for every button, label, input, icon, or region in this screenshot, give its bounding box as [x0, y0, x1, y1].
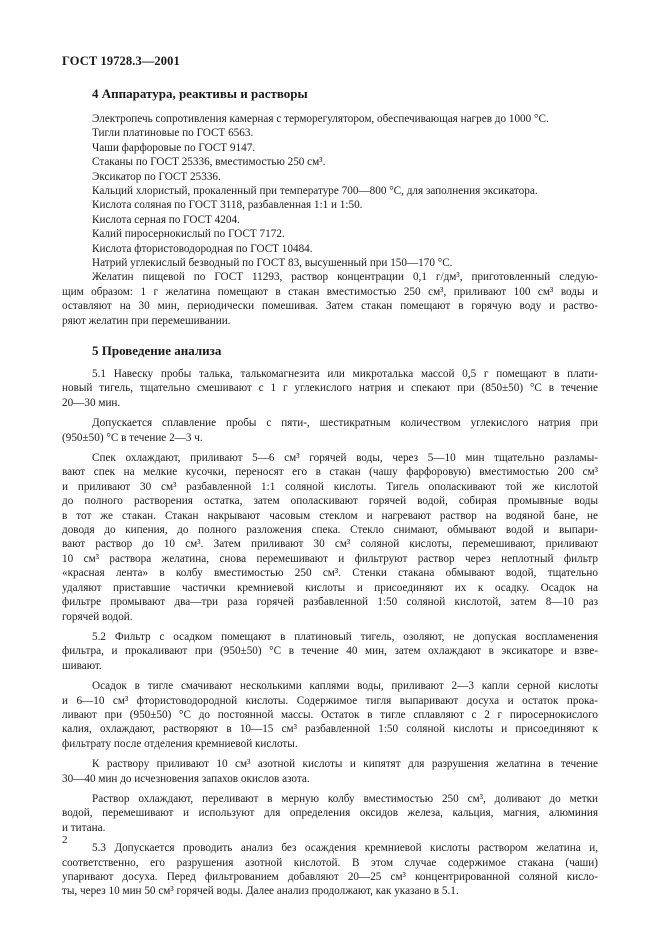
section-5-line: ливают при (950±50) °С до постоянной массы. Остаток в тигле сплавляют с 2 г пиросернокислого [62, 708, 598, 721]
section-5-line: и титана. [62, 821, 106, 834]
section-4-line: Желатин пищевой по ГОСТ 11293, раствор концентрации 0,1 г/дм³, приготовленный следую- [92, 271, 598, 284]
page-header: ГОСТ 19728.3—2001 [62, 54, 180, 68]
section-5-line: 10 см³ раствора желатина, снова перемешивают и фильтруют раствор через неплотный фильтр [62, 552, 598, 565]
section-5-line: 30—40 мин до исчезновения запахов окислов азота. [62, 772, 310, 785]
section-5-line: в тот же стакан. Стакан накрывают часовым стеклом и нагревают раствор на водяной бане, не [62, 509, 598, 522]
section-5-line: вают раствор до 10 см³. Затем приливают 30 см³ соляной кислоты, перемешивают, приливают [62, 538, 598, 551]
section-4-line: щим образом: 1 г желатина помещают в стакан вместимостью 250 см³, приливают 100 см³ воды и [62, 285, 598, 298]
section-5-line: и 6—10 см³ фтористоводородной кислоты. Содержимое тигля выпаривают досуха и остаток прока- [62, 694, 598, 707]
section-5-body [62, 367, 598, 899]
page-number: 2 [62, 834, 68, 846]
section-5-line: упаривают досуха. Перед фильтрованием добавляют 20—25 см³ концентрированной соляной кисло- [62, 871, 598, 883]
section-5-line: ты, через 10 мин 50 см³ горячей воды. Далее анализ продолжают, как указано в 5.1. [62, 885, 459, 898]
section-5-line: удаляют приставшие частички кремниевой кислоты и присоединяют их к осадку. Осадок на [62, 581, 598, 594]
section-4-line: Чаши фарфоровые по ГОСТ 9147. [92, 141, 256, 154]
section-4-line: Натрий углекислый безводный по ГОСТ 83, высушенный при 150—170 °С. [92, 257, 453, 270]
section-5-line: 5.3 Допускается проводить анализ без осаждения кремниевой кислоты раствором желатина и, [92, 842, 598, 855]
section-5-line: фильтра, и прокаливают при (950±50) °С в течение 40 мин, затем охлаждают в эксикаторе и взве- [62, 645, 598, 658]
section-5-line: новый тигель, тщательно смешивают с 1 г углекислого натрия и спекают при (850±50) °С в течение [62, 382, 598, 395]
section-5-line: горячей водой. [62, 610, 133, 623]
section-4-line: Кислота соляная по ГОСТ 3118, разбавленная 1:1 и 1:50. [92, 199, 363, 212]
section-4-body [62, 112, 598, 328]
section-5-line: вают спек на мелкие кусочки, переносят его в стакан (чашу фарфоровую) вместимостью 200 см³ [62, 466, 598, 479]
section-4-line: ряют желатин при перемешивании. [62, 314, 231, 327]
section-5-line: 5.2 Фильтр с осадком помещают в платиновый тигель, озоляют, не допуская воспламенения [92, 630, 598, 643]
section-5-line: Раствор охлаждают, переливают в мерную колбу вместимостью 250 см³, доливают до метки [92, 792, 598, 805]
section-5-line: соответственно, его разрушения азотной кислотой. В этом случае содержимое стакана (чаши) [62, 856, 598, 869]
section-4-line: оставляют на 30 мин, периодически помешивая. Затем стакан помещают в горячую воду и раство- [62, 300, 598, 313]
section-5-line: доводя до кипения, до полного разложения спека. Стекло снимают, обмывают водой и выпари- [62, 524, 598, 537]
section-5-line: Спек охлаждают, приливают 5—6 см³ горячей воды, через 5—10 мин тщательно разламы- [92, 452, 598, 465]
section-5-line: и приливают 30 см³ разбавленной 1:1 соляной кислоты. Тигель ополаскивают той же кислотой [62, 480, 598, 493]
section-5-line: К раствору приливают 10 см³ азотной кислоты и кипятят для разрушения желатина в течение [92, 758, 598, 771]
section-5-line: калия, охлаждают, растворяют в 10—15 см³ разбавленной 1:50 соляной кислоты и присоединяют к [62, 723, 598, 736]
section-5-line: 20—30 мин. [62, 396, 121, 409]
section-5-line: (950±50) °С в течение 2—3 ч. [62, 431, 203, 444]
section-4-line: Стаканы по ГОСТ 25336, вместимостью 250 см³. [92, 156, 326, 169]
section-5-line: Осадок в тигле смачивают несколькими каплями воды, приливают 2—3 капли серной кислоты [92, 680, 598, 693]
section-5-line: водой, перемешивают и используют для определения оксидов железа, кальция, магния, алюминия [62, 807, 598, 820]
section-4-line: Кислота серная по ГОСТ 4204. [92, 213, 240, 226]
section-4-line: Кальций хлористый, прокаленный при температуре 700—800 °С, для заполнения эксикатора. [92, 185, 538, 198]
section-4-line: Тигли платиновые по ГОСТ 6563. [92, 127, 254, 140]
section-5-line: фильтрату после отделения кремниевой кислоты. [62, 737, 298, 750]
section-5-title: 5 Проведение анализа [92, 343, 222, 358]
section-5-line: «красная лента» в колбу вместимостью 250 см³. Стенки стакана обмывают водой, тщательно [62, 567, 598, 580]
section-4-line: Кислота фтористоводородная по ГОСТ 10484. [92, 242, 313, 255]
section-5-line: Допускается сплавление пробы с пяти-, шестикратным количеством углекислого натрия при [92, 417, 598, 430]
section-4-line: Электропечь сопротивления камерная с терморегулятором, обеспечивающая нагрев до 1000 °С. [92, 113, 549, 125]
section-4-title: 4 Аппаратура, реактивы и растворы [92, 86, 308, 101]
section-5-line: шивают. [62, 659, 102, 672]
section-4-line: Эксикатор по ГОСТ 25336. [92, 170, 221, 183]
section-5-line: 5.1 Навеску пробы талька, талькомагнезита или микроталька массой 0,5 г помещают в плати- [92, 368, 598, 380]
section-4-line: Калий пиросернокислый по ГОСТ 7172. [92, 228, 285, 241]
section-5-line: фильтре промывают два—три раза горячей разбавленной 1:50 соляной кислотой, затем 8—10 раз [62, 596, 598, 609]
section-5-line: до полного растворения остатка, затем ополаскивают горячей водой, собирая промывные воды [62, 495, 598, 508]
